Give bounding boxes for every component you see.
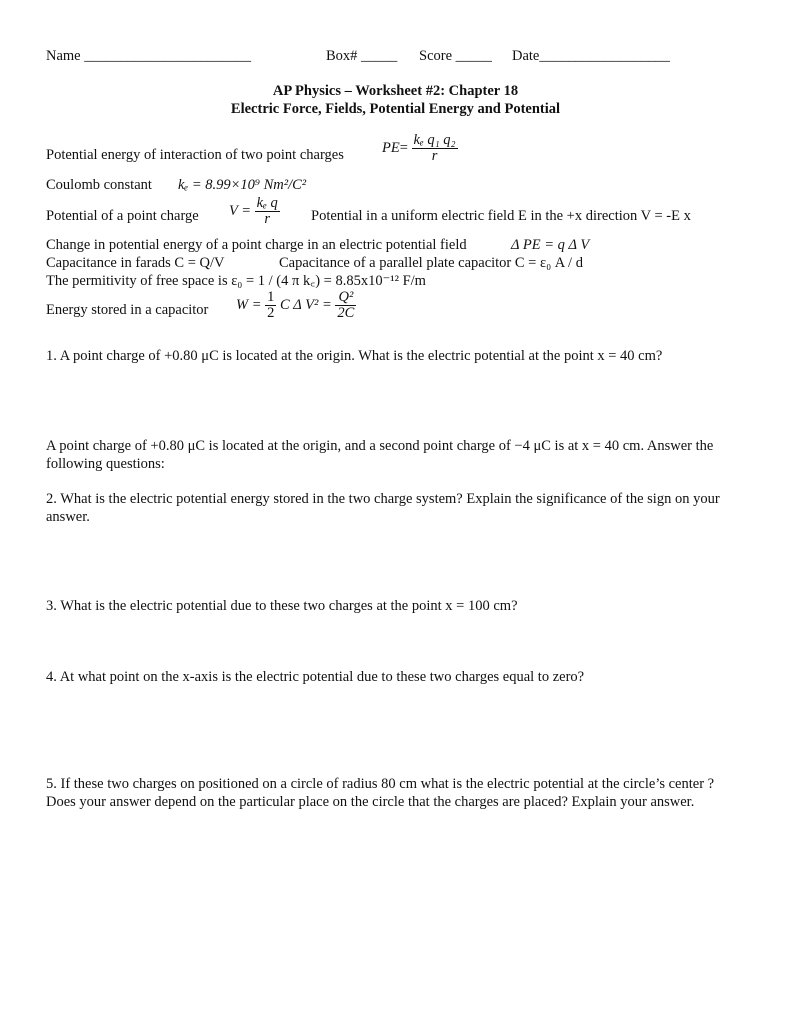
coulomb-expression: kₑ = 8.99×10⁹ Nm²/C² (178, 177, 307, 193)
point-lhs: V = (229, 203, 252, 219)
point-potential-formula (229, 196, 280, 227)
point-potential-label: Potential of a point charge (46, 208, 199, 224)
date-field: Date__________________ (512, 48, 670, 64)
pe-fraction (412, 133, 458, 164)
energy-half-denominator: 2 (267, 305, 275, 321)
question-1: 1. A point charge of +0.80 μC is located at the origin. What is the electric potential at the point x = 40 cm? (46, 348, 663, 364)
question-2: 2. What is the electric potential energy stored in the two charge system? Explain the significance of the sign on your answer. (46, 491, 720, 525)
worksheet-title: AP Physics – Worksheet #2: Chapter 18 (272, 83, 519, 99)
permittivity-line: The permitivity of free space is ε₀ = 1 / (4 π k꜀) = 8.85x10⁻¹² F/m (46, 273, 426, 289)
parallel-plate-line: Capacitance of a parallel plate capacitor C = ε₀ A / d (279, 255, 583, 271)
point-fraction (255, 196, 280, 227)
energy-q-numerator: Q² (335, 290, 356, 306)
energy-label: Energy stored in a capacitor (46, 302, 209, 318)
energy-q-denominator: 2C (337, 305, 355, 321)
worksheet-subtitle: Electric Force, Fields, Potential Energy and Potential (230, 101, 561, 117)
question-5: 5. If these two charges on positioned on a circle of radius 80 cm what is the electric potential at the circle’s center ? Does your answer depend on the particular place on the circle that the charges are placed? Explain your answer. (46, 776, 715, 810)
pe-label: Potential energy of interaction of two point charges (46, 147, 344, 163)
question-intro: A point charge of +0.80 μC is located at the origin, and a second point charge of −4 μC is at x = 40 cm. Answer the following questions: (46, 438, 714, 472)
point-numerator: kₑ q (256, 195, 278, 211)
energy-formula (236, 290, 356, 321)
pe-denominator: r (431, 148, 438, 164)
capacitance-line: Capacitance in farads C = Q/V (46, 255, 225, 271)
question-3: 3. What is the electric potential due to these two charges at the point x = 100 cm? (46, 598, 518, 614)
energy-q-fraction (335, 290, 356, 321)
score-field: Score _____ (419, 48, 492, 64)
uniform-field-label: Potential in a uniform electric field E in the +x direction V = -E x (311, 208, 691, 224)
pe-lhs: PE (382, 140, 400, 156)
pe-formula: PE= $\frac{\text{kₑ q₁ q₂}}{r}$ (382, 132, 456, 164)
energy-lhs: W = (236, 297, 262, 313)
energy-half-numerator: 1 (267, 289, 275, 305)
energy-middle: C Δ V² = (280, 297, 332, 313)
coulomb-label: Coulomb constant (46, 177, 152, 193)
change-pe-expression: Δ PE = q Δ V (511, 237, 590, 253)
energy-half-fraction (265, 290, 276, 321)
question-4: 4. At what point on the x-axis is the electric potential due to these two charges equal to zero? (46, 669, 585, 685)
change-pe-label: Change in potential energy of a point charge in an electric potential field (46, 237, 467, 253)
name-field: Name _______________________ (46, 48, 251, 64)
pe-numerator: kₑ q₁ q₂ (413, 132, 456, 148)
point-denominator: r (264, 211, 271, 227)
box-field: Box# _____ (326, 48, 398, 64)
